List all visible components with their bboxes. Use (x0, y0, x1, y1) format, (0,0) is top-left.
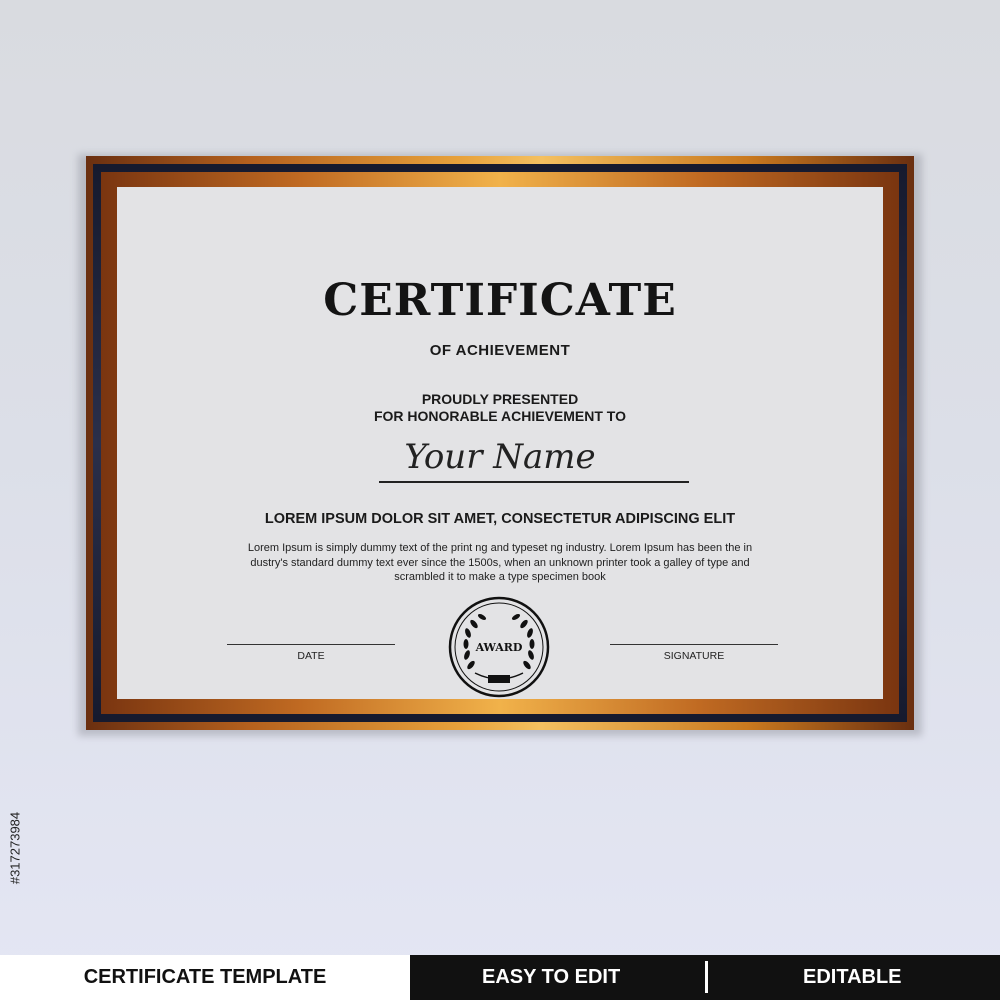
date-line (227, 644, 395, 645)
name-underline (379, 481, 689, 483)
body-line-3: scrambled it to make a type specimen book (394, 571, 606, 583)
certificate-paper (117, 187, 883, 699)
recipient-name: Your Name (404, 437, 596, 477)
footer-easy-label: EASY TO EDIT (482, 966, 621, 988)
date-label: DATE (297, 650, 325, 662)
award-seal-icon (447, 595, 551, 699)
body-line-1: Lorem Ipsum is simply dummy text of the print ng and typeset ng industry. Lorem Ipsum has been the in (247, 542, 753, 554)
footer-template-label: CERTIFICATE TEMPLATE (0, 955, 410, 1000)
stock-id-label (4, 768, 26, 928)
presented-line-1: PROUDLY PRESENTED (421, 391, 579, 407)
seal-text: AWARD (475, 641, 523, 654)
presented-line-2: FOR HONORABLE ACHIEVEMENT TO (373, 408, 626, 424)
footer-editable-label: EDITABLE (803, 966, 902, 988)
certificate-heading: LOREM IPSUM DOLOR SIT AMET, CONSECTETUR ADIPISCING ELIT (264, 511, 736, 527)
certificate-body (213, 541, 787, 585)
certificate-subtitle: OF ACHIEVEMENT (429, 342, 571, 359)
stock-id-text: #317273984 (7, 811, 23, 885)
presented-text (117, 391, 883, 425)
body-line-2: dustry's standard dummy text ever since the 1500s, when an unknown printer took a galley of type and (250, 556, 750, 569)
certificate-title: CERTIFICATE (323, 275, 677, 326)
certificate-frame (86, 156, 914, 730)
footer-dark-panel (410, 955, 1000, 1000)
signature-line (610, 644, 778, 645)
footer-bar (0, 955, 1000, 1000)
footer-divider (705, 961, 708, 993)
signature-label: SIGNATURE (663, 650, 725, 662)
